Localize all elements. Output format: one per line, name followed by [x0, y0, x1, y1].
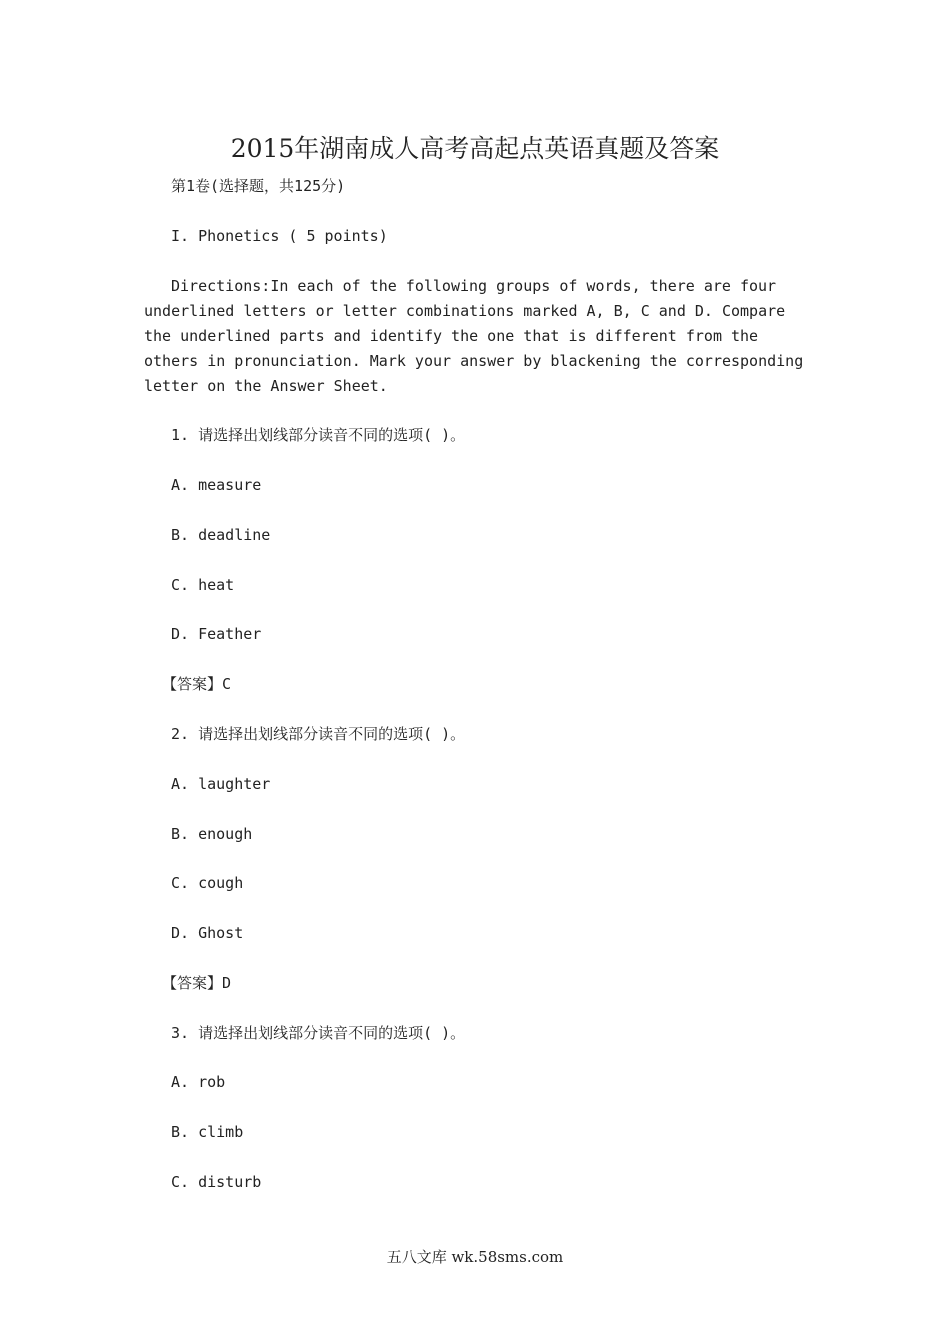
paper-subtitle: 第1卷(选择题，共125分): [171, 177, 346, 195]
question-1-option-a: A. measure: [171, 476, 262, 494]
question-1-option-c: C. heat: [171, 576, 235, 594]
question-3-option-b: B. climb: [171, 1123, 244, 1141]
question-2-option-c: C. cough: [171, 874, 244, 892]
page-footer: 五八文库 wk.58sms.com: [386, 1248, 564, 1266]
section-heading: I. Phonetics ( 5 points): [171, 227, 388, 245]
question-3-option-a: A. rob: [171, 1073, 226, 1091]
question-2-option-b: B. enough: [171, 825, 253, 843]
question-3-prompt: 3. 请选择出划线部分读音不同的选项( )。: [171, 1024, 466, 1042]
directions-paragraph: Directions:In each of the following groups of words, there are four underlined letters or letter combinations marked A, B, C and D. Compare the underlined parts and identify the one that is different from the others in pronunciation. Mark your answer by blackening the corresponding letter on the Answer Sheet.: [144, 277, 804, 395]
question-2-option-a: A. laughter: [171, 775, 271, 793]
question-1-answer: 【答案】C: [162, 675, 232, 693]
question-3-option-c: C. disturb: [171, 1173, 262, 1191]
question-2-prompt: 2. 请选择出划线部分读音不同的选项( )。: [171, 725, 466, 743]
question-2-answer: 【答案】D: [162, 974, 232, 992]
document-title: 2015年湖南成人高考高起点英语真题及答案: [230, 134, 720, 163]
question-1-option-d: D. Feather: [171, 625, 262, 643]
question-1-option-b: B. deadline: [171, 526, 271, 544]
question-2-option-d: D. Ghost: [171, 924, 244, 942]
question-1-prompt: 1. 请选择出划线部分读音不同的选项( )。: [171, 426, 466, 444]
